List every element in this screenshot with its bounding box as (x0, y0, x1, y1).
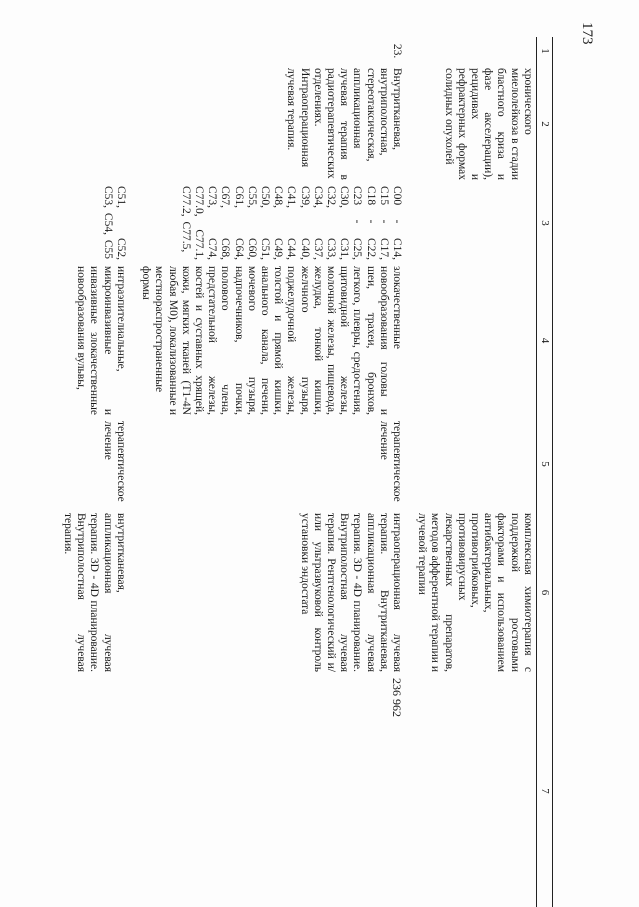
method-cell: комплексная химиотерапия с поддержкой ростовыми факторами и использованием антибактериальных, противогрибковых, противовирусных лекарственных препаратов, методов афферентной терапии и лучевой терапии (416, 513, 534, 672)
treatment-kind-cell: терапевтическое лечение (101, 421, 127, 502)
treatment-type-cell (59, 65, 129, 183)
column-header-7: 7 (536, 675, 552, 907)
method-cell: внутритканевая, аппликационная лучевая терапия. 3D - 4D планирование. Внутриполостная лучевая терапия. (62, 513, 127, 672)
column-header-5: 5 (536, 418, 552, 510)
diagnosis-cell (413, 263, 536, 418)
treatment-kind-cell (413, 418, 536, 510)
row-number (59, 37, 129, 65)
row-number: 23. (390, 43, 403, 59)
icd-codes-cell: C51, C52, C53, C54, C55 (101, 186, 127, 260)
table-row (59, 37, 129, 907)
column-header-4: 4 (536, 263, 552, 418)
treatment-kind-cell: терапевтическое лечение (377, 421, 403, 502)
column-header-row (536, 37, 552, 907)
cost-cell (59, 675, 129, 907)
diagnosis-cell: злокачественные новообразования головы и шеи, трахеи, бронхов, легкого, плевры, средостения, щитовидной железы, молочной железы, пищевода, желудка, тонкой кишки, желчного пузыря, поджелудочной железы, толстой и прямой кишки, анального канала, печени, мочевого пузыря, надпочечников, почки, полового члена, предстательной железы, костей и суставных хрящей, кожи, мягких тканей (T1-4N любая M0), локализованные и местнораспространенные формы (140, 266, 403, 415)
column-header-1: 1 (536, 37, 552, 65)
icd-codes-cell (413, 183, 536, 263)
table-row (413, 37, 536, 907)
column-header-3: 3 (536, 183, 552, 263)
column-header-6: 6 (536, 510, 552, 675)
page-number: 173 (579, 22, 595, 45)
icd-codes-cell: C00 - C14, C15 - C17, C18 - C22, C23 - C25, C30, C31, C32, C33, C34, C37, C39, C40, C41, C44, C48, C49, C50, C51, C55, C60, C61, C64, C67, C68, C73, C74, C77.0, C77.1, C77.2, C77.5, (179, 186, 403, 260)
row-number (413, 37, 536, 65)
diagnosis-cell: интраэпителиальные, микроинвазивные и инвазивные злокачественные новообразования вульвы, (75, 266, 127, 415)
cost-cell (413, 675, 536, 907)
rotated-page-content (53, 37, 553, 907)
treatment-type-cell: хронического миелолейкоза в стадии бластного криза и фазе акселерации), рецидивах и рефрактерных формах солидных опухолей (442, 68, 534, 180)
services-table (59, 37, 553, 907)
cost-cell: 236 962 (389, 678, 404, 717)
table-row (137, 37, 405, 907)
treatment-type-cell: Внутритканевая, внутриполостная, стереотаксическая, аппликационная лучевая терапия в радиотерапевтических отделениях. Интраоперационная лучевая терапия. (285, 68, 403, 180)
method-cell: интраоперационная лучевая терапия. Внутритканевая, аппликационная лучевая терапия. 3D - 4D планирование. Внутриполостная лучевая терапия. Рентгенологический и/или ультразвуковой контроль установки эндостата (298, 513, 403, 672)
column-header-2: 2 (536, 65, 552, 183)
